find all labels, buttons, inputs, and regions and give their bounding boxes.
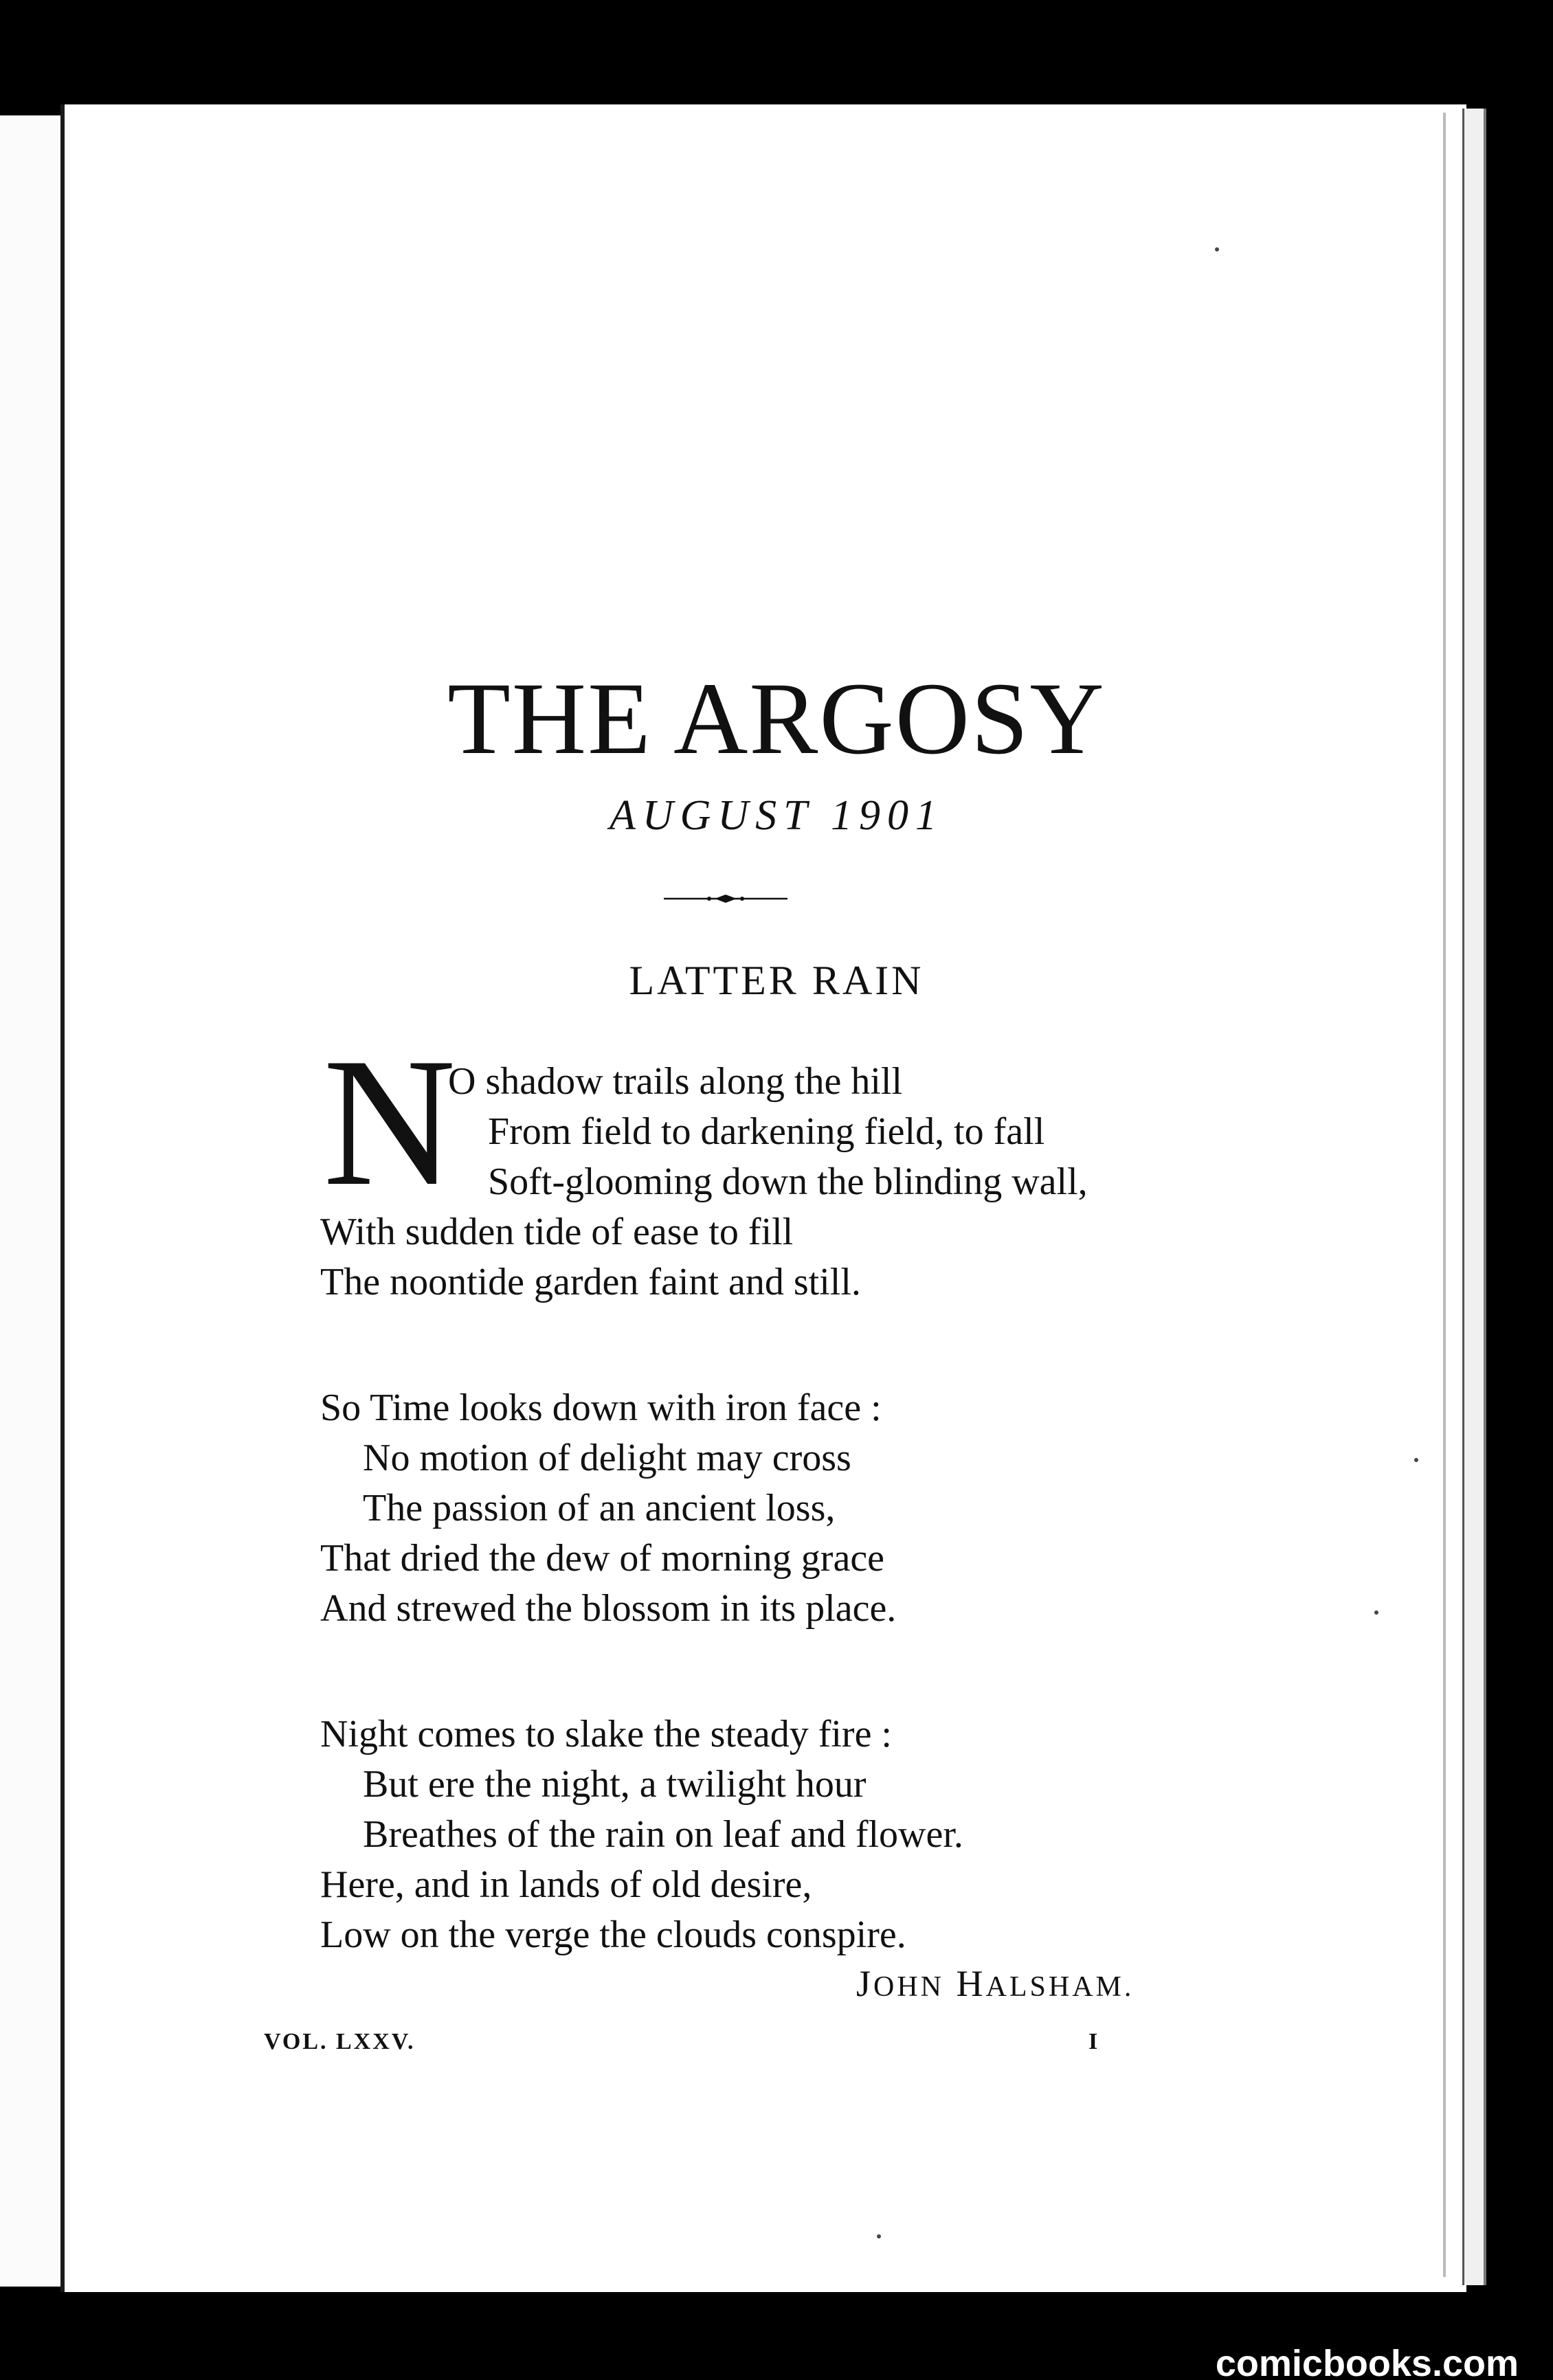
paper-speck [1414, 1458, 1418, 1462]
publication-title: THE ARGOSY [447, 662, 1106, 776]
poem-line: Low on the verge the clouds conspire. [320, 1913, 906, 1956]
poem-title: LATTER RAIN [629, 958, 924, 1003]
watermark-text: comicbooks.com [1215, 2343, 1519, 2380]
poem-line: That dried the dew of morning grace [320, 1537, 885, 1580]
poem-line: Breathes of the rain on leaf and flower. [363, 1813, 963, 1856]
page-number: I [1088, 2029, 1100, 2054]
page-stack-edge [1462, 109, 1486, 2285]
poem-author: JOHN HALSHAM. [856, 1963, 1135, 2004]
volume-number: VOL. LXXV. [264, 2029, 416, 2054]
poem-line: Soft-glooming down the blinding wall, [488, 1160, 1088, 1203]
poem-line: And strewed the blossom in its place. [320, 1587, 897, 1630]
poem-line: O shadow trails along the hill [448, 1060, 903, 1103]
poem-line: So Time looks down with iron face : [320, 1387, 882, 1429]
ornament-divider-icon [664, 893, 787, 904]
page-shadow [1443, 113, 1446, 2277]
paper-speck [877, 2234, 881, 2238]
poem-line: No motion of delight may cross [363, 1437, 851, 1479]
paper-speck [1215, 247, 1219, 251]
poem-line: Here, and in lands of old desire, [320, 1863, 812, 1906]
poem-line: But ere the night, a twilight hour [363, 1763, 867, 1806]
poem-line: With sudden tide of ease to fill [320, 1211, 794, 1253]
poem-line: Night comes to slake the steady fire : [320, 1713, 892, 1755]
issue-date: AUGUST 1901 [609, 792, 944, 839]
paper-speck [1374, 1610, 1378, 1615]
drop-cap: N [323, 1020, 456, 1224]
poem-line: The noontide garden faint and still. [320, 1261, 861, 1303]
poem-line: From field to darkening field, to fall [488, 1110, 1045, 1153]
poem-line: The passion of an ancient loss, [363, 1487, 836, 1529]
